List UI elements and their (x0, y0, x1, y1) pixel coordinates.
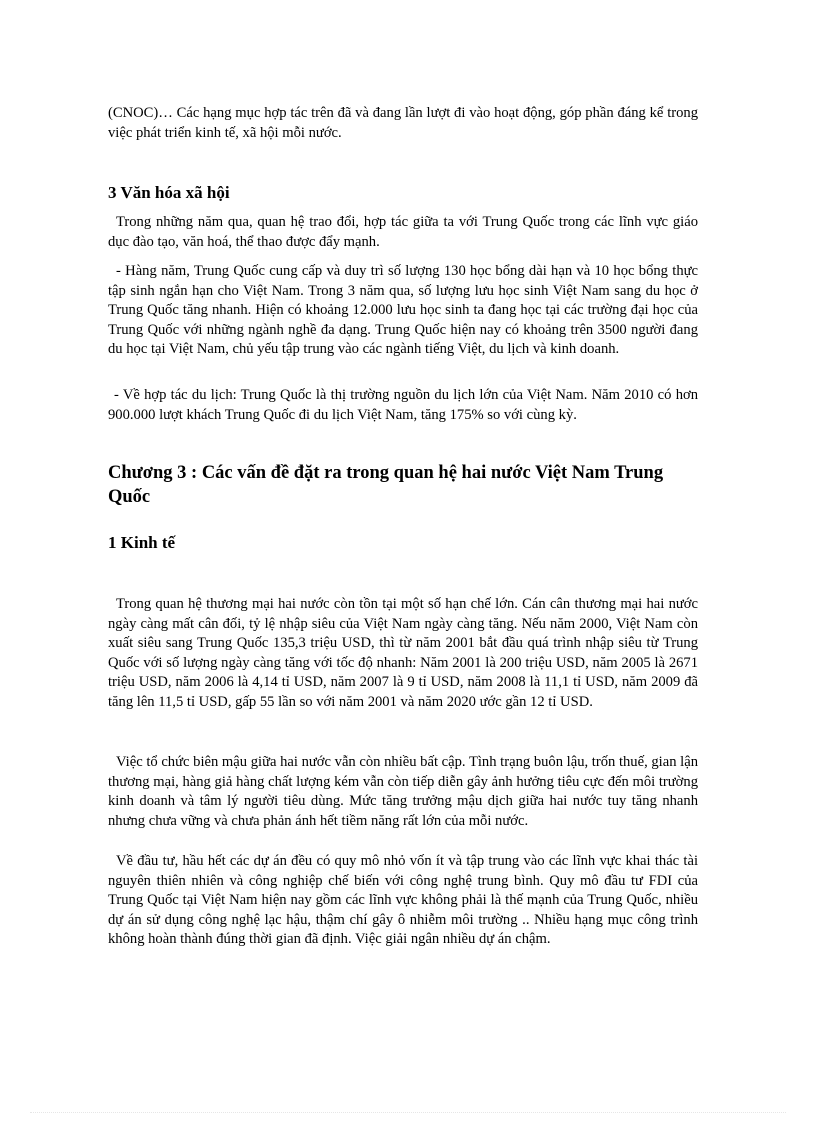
subsection-1-block (108, 532, 698, 554)
subsection-1-para2-block (108, 753, 698, 831)
section-paragraph: - Hàng năm, Trung Quốc cung cấp và duy trì số lượng 130 học bổng dài hạn và 10 học bổng thực tập sinh ngắn hạn cho Việt Nam. Trong 3 năm qua, số lượng lưu học sinh Việt Nam sang du học ở Trung Quốc tăng nhanh. Hiện có khoảng 12.000 lưu học sinh ta đang học tại các trường đại học của Trung Quốc với những ngành nghề đa dạng. Trung Quốc hiện nay có khoảng trên 3500 người đang du học tại Việt Nam, chủ yếu tập trung vào các ngành tiếng Việt, du lịch và kinh doanh. (108, 263, 698, 358)
section-paragraph: - Về hợp tác du lịch: Trung Quốc là thị trường nguồn du lịch lớn của Việt Nam. Năm 2010 có hơn 900.000 lượt khách Trung Quốc đi du lịch Việt Nam, tăng 175% so với cùng kỳ. (108, 387, 698, 423)
subsection-paragraph: Trong quan hệ thương mại hai nước còn tồn tại một số hạn chế lớn. Cán cân thương mại hai nước ngày càng mất cân đối, tỷ lệ nhập siêu của Việt Nam ngày càng tăng. Nếu năm 2000, Việt Nam còn xuất siêu sang Trung Quốc 135,3 triệu USD, thì từ năm 2001 bắt đầu quá trình nhập siêu từ Trung Quốc với số lượng ngày càng tăng với tốc độ nhanh: Năm 2001 là 200 triệu USD, năm 2005 là 2671 triệu USD, năm 2006 là 4,14 tỉ USD, năm 2007 là 9 tỉ USD, năm 2008 là 11,1 tỉ USD, năm 2009 đã tăng lên 11,5 tỉ USD, gấp 55 lần so với năm 2001 và năm 2020 ước gần 12 tỉ USD. (108, 596, 698, 710)
subsection-1-para1-block (108, 595, 698, 713)
section-3-para2-block (108, 262, 698, 360)
page-bottom-divider (30, 1112, 786, 1113)
subsection-paragraph: Về đầu tư, hầu hết các dự án đều có quy mô nhỏ vốn ít và tập trung vào các lĩnh vực khai thác tài nguyên thiên nhiên và công nghiệp chế biến với công nghệ trung bình. Quy mô đầu tư FDI của Trung Quốc tại Việt Nam hiện nay gồm các lĩnh vực không phải là thế mạnh của Trung Quốc, nhiều dự án sử dụng công nghệ lạc hậu, thậm chí gây ô nhiễm môi trường .. Nhiều hạng mục công trình không hoàn thành đúng thời gian đã định. Việc giải ngân nhiều dự án chậm. (108, 853, 698, 948)
chapter-3-block (108, 461, 688, 509)
subsection-1-para3-block (108, 852, 698, 950)
section-3-para3-block (108, 386, 698, 425)
section-3-para1-block (108, 213, 698, 252)
intro-paragraph: (CNOC)… Các hạng mục hợp tác trên đã và đang lần lượt đi vào hoạt động, góp phần đáng kể trong việc phát triển kinh tế, xã hội mỗi nước. (108, 105, 698, 141)
subsection-heading: 1 Kinh tế (108, 533, 176, 552)
section-heading: 3 Văn hóa xã hội (108, 183, 230, 202)
section-3-block (108, 182, 698, 204)
chapter-heading: Chương 3 : Các vấn đề đặt ra trong quan hệ hai nước Việt Nam Trung Quốc (108, 463, 664, 507)
intro-block (108, 104, 698, 143)
section-paragraph: Trong những năm qua, quan hệ trao đổi, hợp tác giữa ta với Trung Quốc trong các lĩnh vực giáo dục đào tạo, văn hoá, thể thao được đẩy mạnh. (108, 214, 698, 250)
subsection-paragraph: Việc tổ chức biên mậu giữa hai nước vẫn còn nhiều bất cập. Tình trạng buôn lậu, trốn thuế, gian lận thương mại, hàng giả hàng chất lượng kém vẫn còn tiếp diễn gây ảnh hưởng tiêu cực đến môi trường kinh doanh và tâm lý người tiêu dùng. Mức tăng trưởng mậu dịch giữa hai nước tuy tăng nhanh nhưng chưa vững và chưa phản ánh hết tiềm năng rất lớn của mỗi nước. (108, 754, 698, 829)
